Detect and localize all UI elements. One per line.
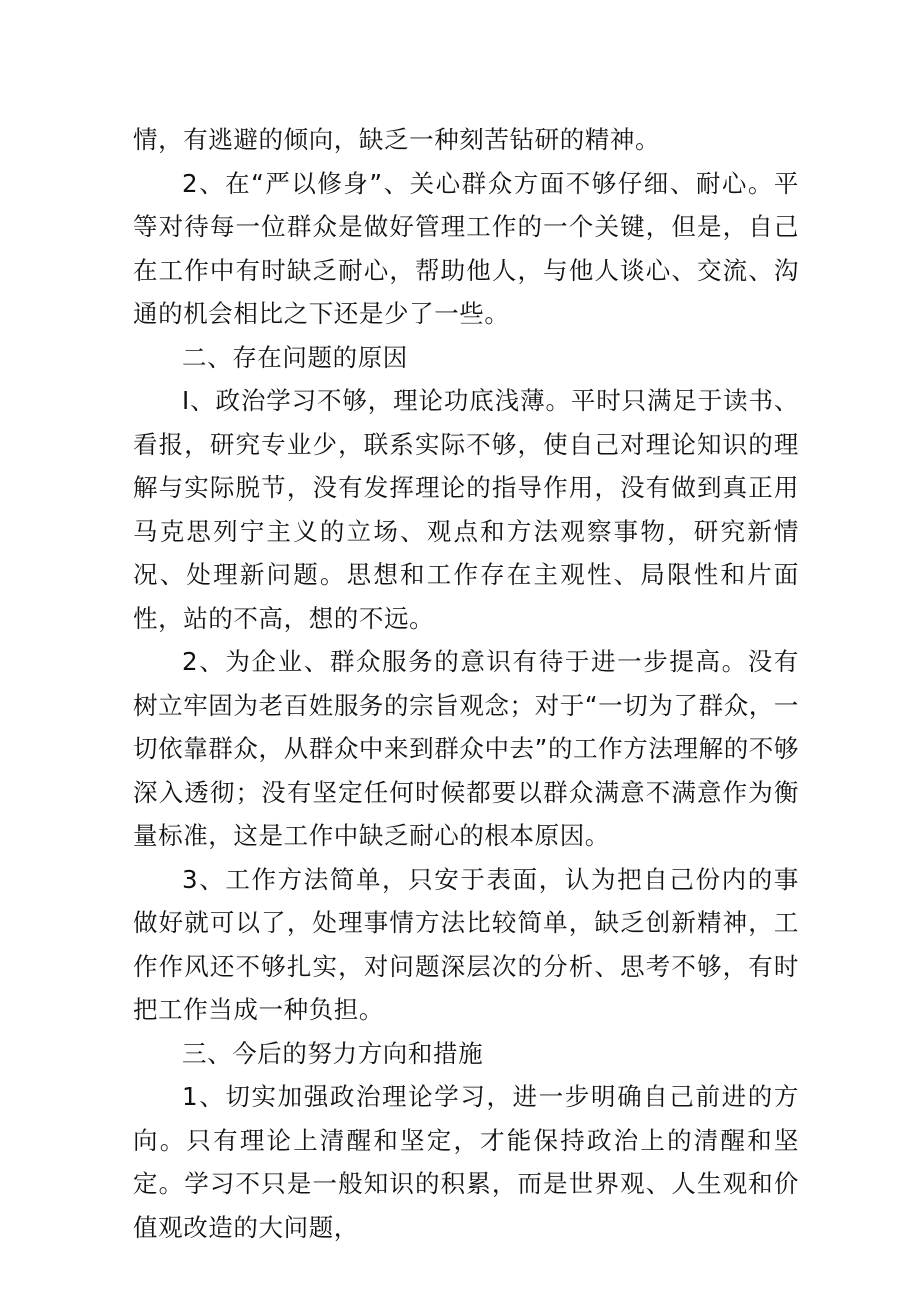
- section-heading-causes: 二、存在问题的原因: [182, 342, 408, 372]
- paragraph-continuation: 情，有逃避的倾向，缺乏一种刻苦钻研的精神。: [133, 125, 661, 154]
- paragraph-item-2-self-discipline: 2、在“严以修身”、关心群众方面不够仔细、耐心。平等对待每一位群众是做好管理工作的一个关键，但是，自己在工作中有时缺乏耐心，帮助他人，与他人谈心、交流、沟通的机会相比之下还是少了一些。: [133, 168, 799, 328]
- paragraph-cause-3-work-methods: 3、工作方法简单，只安于表面，认为把自己份内的事做好就可以了，处理事情方法比较简单，缺乏创新精神，工作作风还不够扎实，对问题深层次的分析、思考不够，有时把工作当成一种负担。: [133, 864, 799, 1024]
- section-heading-future-measures: 三、今后的努力方向和措施: [182, 1038, 484, 1068]
- paragraph-cause-1-political-study: I、政治学习不够，理论功底浅薄。平时只满足于读书、看报，研究专业少，联系实际不够，使自己对理论知识的理解与实际脱节，没有发挥理论的指导作用，没有做到真正用马克思列宁主义的立场、观点和方法观察事物，研究新情况、处理新问题。思想和工作存在主观性、局限性和片面性，站的不高，想的不远。: [133, 386, 799, 633]
- paragraph-cause-2-service-awareness: 2、为企业、群众服务的意识有待于进一步提高。没有树立牢固为老百姓服务的宗旨观念；对于“一切为了群众，一切依靠群众，从群众中来到群众中去”的工作方法理解的不够深入透彻；没有坚定任何时候都要以群众满意不满意作为衡量标准，这是工作中缺乏耐心的根本原因。: [133, 647, 799, 850]
- document-body: [133, 118, 799, 1249]
- paragraph-measure-1-theory-study: 1、切实加强政治理论学习，进一步明确自己前进的方向。只有理论上清醒和坚定，才能保持政治上的清醒和坚定。学习不只是一般知识的积累，而是世界观、人生观和价值观改造的大问题，: [133, 1082, 799, 1242]
